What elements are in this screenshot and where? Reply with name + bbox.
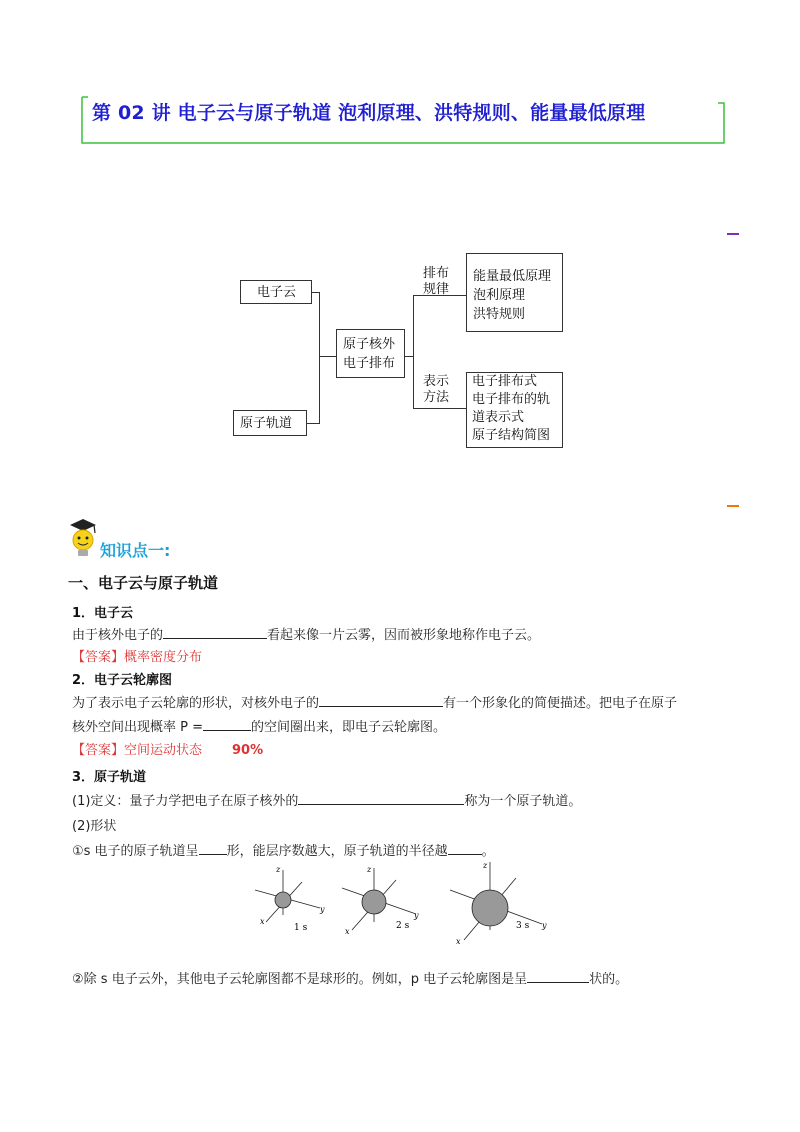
node-electron-configuration: 原子核外 电子排布 — [336, 329, 405, 378]
margin-mark-purple — [727, 233, 739, 235]
svg-text:y: y — [320, 905, 325, 914]
page-title: 第 02 讲 电子云与原子轨道 泡利原理、洪特规则、能量最低原理 — [92, 102, 646, 124]
item1-text: 由于核外电子的 看起来像一片云雾，因而被形象地称作电子云。 — [72, 628, 541, 643]
node-electron-cloud: 电子云 — [240, 280, 312, 304]
item1-answer: 【答案】概率密度分布 — [72, 650, 203, 665]
label-3s: 3 s — [516, 921, 530, 931]
blank-3[interactable] — [203, 718, 251, 731]
orbital-sphere-3s — [472, 890, 508, 926]
box-rules: 能量最低原理 泡利原理 洪特规则 — [466, 253, 563, 332]
orbital-2s — [342, 865, 419, 936]
svg-text:y: y — [542, 921, 547, 930]
blank-2[interactable] — [319, 694, 443, 707]
graduate-bulb-icon — [66, 516, 100, 560]
blank-7[interactable] — [527, 970, 589, 983]
blank-5[interactable] — [199, 842, 227, 855]
item3-p-orbital: ②除 s 电子云外，其他电子云轮廓图都不是球形的。例如，p 电子云轮廓图是呈 状的。 — [72, 972, 629, 987]
knowledge-point-title: 知识点一: — [100, 541, 171, 560]
item3-shape: (2)形状 — [72, 819, 117, 834]
item2-answer: 【答案】空间运动状态 90% — [72, 743, 264, 758]
orbital-sphere-2s — [362, 890, 386, 914]
item2-title: 2．电子云轮廓图 — [72, 673, 173, 688]
label-1s: 1 s — [294, 923, 308, 933]
orbital-1s — [255, 865, 325, 933]
item1-title: 1．电子云 — [72, 606, 134, 621]
svg-text:y: y — [414, 911, 419, 920]
blank-4[interactable] — [298, 792, 464, 805]
node-atomic-orbital: 原子轨道 — [233, 410, 307, 436]
item2-line2: 核外空间出现概率 P = 的空间圈出来，即电子云轮廓图。 — [72, 720, 447, 735]
blank-6[interactable] — [448, 842, 482, 855]
svg-text:x: x — [456, 937, 461, 946]
section-heading: 一、电子云与原子轨道 — [68, 574, 219, 592]
item3-title: 3．原子轨道 — [72, 770, 147, 785]
label-arrangement-rules: 排布 规律 — [423, 266, 450, 297]
orbital-sphere-1s — [275, 892, 291, 908]
svg-text:z: z — [483, 861, 488, 870]
box-methods: 电子排布式 电子排布的轨 道表示式 原子结构简图 — [466, 372, 563, 448]
item3-definition: (1)定义：量子力学把电子在原子核外的 称为一个原子轨道。 — [72, 794, 582, 809]
orbital-3s — [450, 861, 547, 946]
svg-text:x: x — [260, 917, 265, 926]
blank-1[interactable] — [163, 626, 267, 639]
margin-mark-orange — [727, 505, 739, 507]
svg-text:z: z — [367, 865, 372, 874]
svg-text:z: z — [276, 865, 281, 874]
label-representation-methods: 表示 方法 — [423, 374, 450, 405]
svg-text:x: x — [345, 927, 350, 936]
s-orbitals-figure — [250, 860, 560, 950]
label-2s: 2 s — [396, 921, 410, 931]
item2-line1: 为了表示电子云轮廓的形状，对核外电子的 有一个形象化的简便描述。把电子在原子 — [72, 696, 678, 711]
item3-s-orbital: ①s 电子的原子轨道呈 形，能层序数越大，原子轨道的半径越 。 — [72, 844, 495, 859]
